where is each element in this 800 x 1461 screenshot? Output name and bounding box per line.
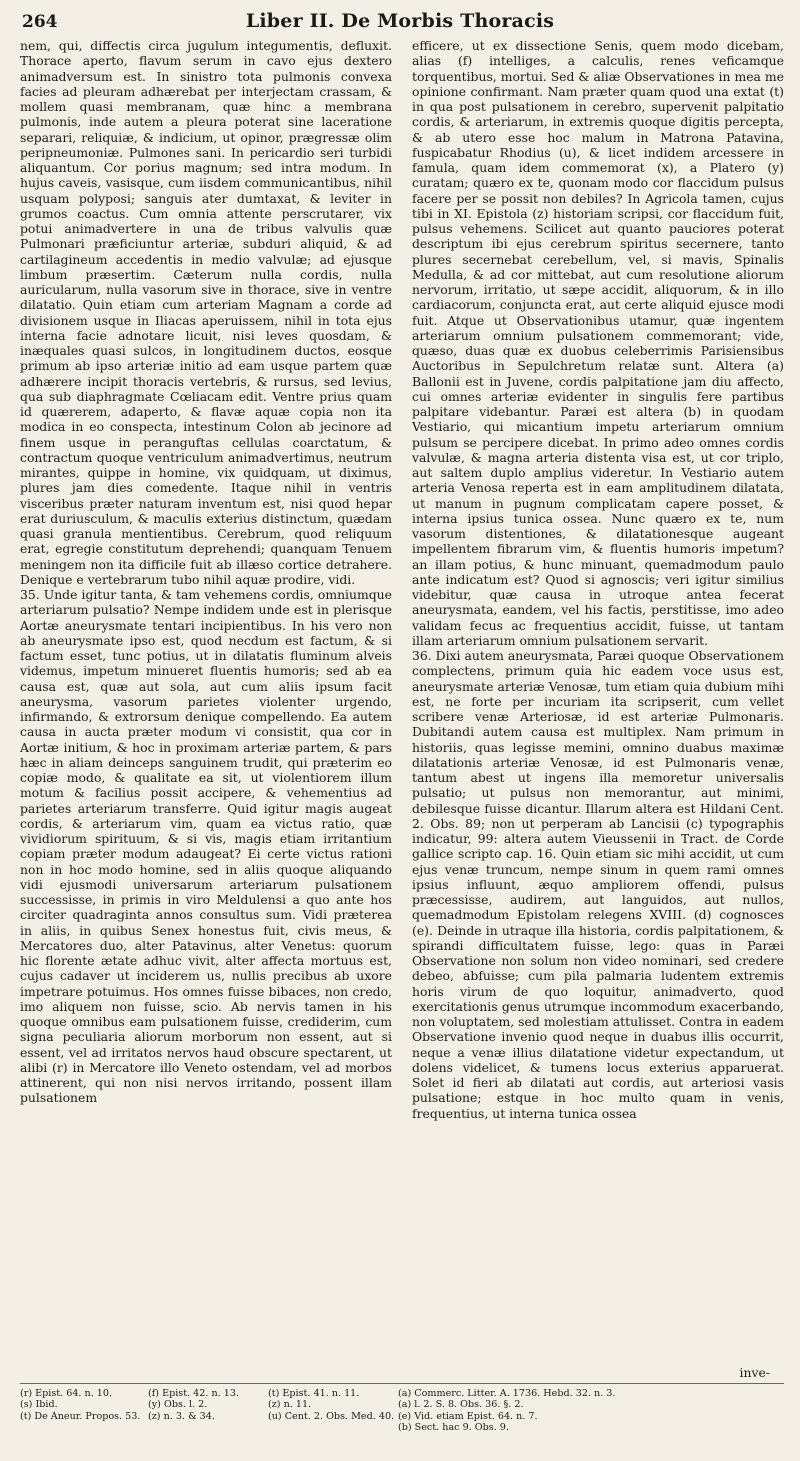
paragraph: 36. Dixi autem aneurysmata, Paræi quoque Observationem complectens, primum quia hic eadem voce usus est, aneurysmate arteriæ Venosæ, tum etiam quia dubium mihi est, ne forte per incuriam ita scripserit, cum vellet scribere venæ Arteriosæ, id est arteriæ Pulmonaris. Dubitandi autem causa est multiplex. Nam primum in historiis, quas legisse memini, omnino duabus maximæ dilatationis arteriæ Venosæ, id est Pulmonaris venæ, tantum abest ut ingens illa memoretur universalis pulsatio; ut pulsus non memorantur, aut minimi, debilesque fuisse dicantur. Illarum altera est Hildani Cent. 2. Obs. 89; non ut perperam ab Lancisii (c) typographis indicatur, 99: altera autem Vieussenii in Tract. de Corde gallice scripto cap. 16. Quin etiam sic mihi accidit, ut cum ejus venæ truncum, nempe sinum in quem rami omnes ipsius influunt, æquo ampliorem offendi, pulsus præcessisse, audirem, aut languidos, aut nullos, quemadmodum Epistolam relegens XVIII. (d) cognosces (e). Deinde in utraque illa historia, cordis palpitationem, & spirandi difficultatem fuisse, lego: quas in Paræi Observatione non solum non video nominari, sed credere debeo, abfuisse; cum pila palmaria ludentem extremis horis virum de quo loquitur, animadverto, quod exercitationis genus utrumque incommodum exacerbando, non voluptatem, sed molestiam attulisset. Contra in eadem Observatione invenio quod neque in duabus illis occurrit, neque a venæ illius dilatatione videtur expectandum, ut dolens videlicet, & tumens locus exterius apparuerat. Solet id fieri ab dilatati aut cordis, aut arteriosi vasis pulsatione; estque in hoc multo quam in venis, frequentius, ut interna tunica ossea (412, 648, 784, 1121)
paragraph: 35. Unde igitur tanta, & tam vehemens cordis, omniumque arteriarum pulsatio? Nempe indidem unde est in plerisque Aortæ aneurysmate tentari incipientibus. In his vero non ab aneurysmate ipso est, quod necdum est factum, & si factum esset, tunc potius, ut in dilatatis fluminum alveis videmus, impetum minueret fluentis humoris; sed ab ea causa est, quæ aut sola, aut cum aliis ipsum facit aneurysma, vasorum parietes violenter urgendo, infirmando, & extrorsum denique compellendo. Ea autem causa in aucta præter modum vi consistit, qua cor in Aortæ initium, & hoc in proximam arteriæ partem, & pars hæc in aliam deinceps sanguinem trudit, qui præterim eo copiæ modo, & qualitate ea sit, ut violentiorem illum motum & facilius possit accipere, & vehementius ad parietes arteriarum transferre. Quid igitur magis augeat cordis, & arteriarum vim, quam ea victus ratio, quæ vividiorum spirituum, & si vis, magis etiam irritantium copiam præter modum adaugeat? Ei certe victus rationi non in hoc modo homine, sed in aliis quoque aliquando vidi ejusmodi universarum arteriarum pulsationem successisse, in primis in viro Meldulensi a quo ante hos circiter quadraginta annos consultus sum. Vidi præterea in aliis, in quibus Senex honestus fuit, civis meus, & Mercatores duo, alter Patavinus, alter Venetus: quorum hic florente ætate adhuc vivit, alter affecta mortuus est, cujus cadaver ut inciderem us, nullis precibus ab uxore impetrare potuimus. Hos omnes fuisse bibaces, non credo, imo aliquem non fuisse, scio. Ab nervis tamen in his quoque omnibus eam pulsationem fuisse, crediderim, cum signa peculiaria aliorum morborum non essent, aut si essent, vel ad irritatos nervos haud obscure spectarent, ut alibi (r) in Mercatore illo Veneto ostendam, vel ad morbos attinerent, qui non nisi nervos irritando, possent illam pulsationem (20, 587, 392, 1106)
footnote: (z) n. 11. (268, 1399, 312, 1411)
footnote: (t) De Aneur. Propos. 53. (20, 1410, 141, 1422)
footnote: (a) Commerc. Litter. A. 1736. Hebd. 32. n. 3. (398, 1388, 616, 1399)
left-column (20, 38, 392, 1380)
page-header (22, 10, 778, 34)
page-number: 264 (22, 12, 58, 32)
running-title: Liber II. De Morbis Thoracis (245, 10, 555, 32)
footnote: (z) n. 3. & 34. (148, 1410, 215, 1422)
footnote: (r) Epist. 64. n. 10. (20, 1388, 113, 1399)
catchword: inve- (739, 1365, 770, 1380)
footnote: (y) Obs. l. 2. (148, 1399, 208, 1411)
footnote: (t) Epist. 41. n. 11. (268, 1388, 360, 1399)
paragraph: efficere, ut ex dissectione Senis, quem modo dicebam, alias (f) intelliges, a calculis, renes veficamque torquentibus, mortui. Sed & aliæ Observationes in mea me opinione confirmant. Nam præter quam quod una extat (t) in qua post pulsationem in cerebro, supervenit palpitatio cordis, & arteriarum, in extremis quoque digitis percepta, & ab utero esse hoc malum in Matrona Patavina, fuspicabatur Rhodius (u), & licet indidem arcessere in famula, quam idem commemorat (x), a Platero (y) curatam; quæro ex te, quonam modo cor flaccidum pulsus facere per se possit non debiles? In Agricola tamen, cujus tibi in XI. Epistola (z) historiam scripsi, cor flaccidum fuit, pulsus vehemens. Scilicet aut quanto pauciores poterat descriptum ibi ejus cerebrum spiritus secernere, tanto plures secernebat cerebellum, vel, si mavis, Spinalis Medulla, & ad cor mittebat, aut cum resolutione aliorum nervorum, irritatio, ut sæpe accidit, aliquorum, & in illo cardiacorum, conjuncta erat, aut certe aliquid ejusce modi fuit. Atque ut Observationibus utamur, quæ ingentem arteriarum omnium pulsationem commemorant; vide, quæso, duas quæ ex duobus celeberrimis Parisiensibus Auctoribus in Sepulchretum relatæ sunt. Altera (a) Ballonii est in Juvene, cordis palpitatione jam diu affecto, cui omnes arteriæ evidenter in singulis fere partibus palpitare videbantur. Paræi est altera (b) in quodam Vestiario, qui micantium impetu arteriarum omnium pulsum se percipere dicebat. In primo adeo omnes cordis valvulæ, & magna arteria distenta visa est, ut cor triplo, aut saltem duplo amplius videretur. In Vestiario autem arteria Venosa reperta est in eam amplitudinem dilatata, ut manum in pugnum complicatam capere posset, & interna ipsius tunica ossea. Nunc quæro ex te, num vasorum distentiones, & dilatationesque augeant impellentem fibrarum vim, & fluentis humoris impetum? an illam potius, & hunc minuant, quemadmodum paulo ante indicatum est? Quod si agnoscis; veri igitur similius videbitur, quæ causa in utroque antea fecerat aneurysmata, eandem, vel his factis, perstitisse, imo adeo validam fecus ac frequentius accidit, fuisse, ut tantam illam arteriarum omnium pulsationem servarit. (412, 38, 784, 648)
footnote: (s) Ibid. (20, 1399, 58, 1411)
footnote: (f) Epist. 42. n. 13. (148, 1388, 240, 1399)
footnote: (u) Cent. 2. Obs. Med. 40. (268, 1410, 395, 1422)
footnote: (e) Vid. etiam Epist. 64. n. 7. (398, 1410, 538, 1422)
footnote: (b) Sect. hac 9. Obs. 9. (398, 1422, 509, 1434)
text-columns (20, 38, 784, 1380)
paragraph: nem, qui, diffectis circa jugulum integumentis, defluxit. Thorace aperto, flavum serum in cavo ejus dextero animadversum est. In sinistro tota pulmonis convexa facies ad pleuram adhærebat per interjectam crassam, & mollem quasi membranam, quæ hinc a membrana pulmonis, inde autem a pleura poterat sine laceratione separari, reliquiæ, & indicium, ut opinor, prægressæ olim peripneumoniæ. Pulmones sani. In pericardio seri turbidi aliquantum. Cor porius magnum; sed intra modum. In hujus caveis, vasisque, cum iisdem communicantibus, nihil usquam polyposi; sanguis ater dumtaxat, & leviter in grumos coactus. Cum omnia attente perscrutarer, vix potui animadvertere in una de tribus valvulis quæ Pulmonari præficiuntur arteriæ, subduri aliquid, & ad cartilagineum accedentis in medio valvulæ; ad ejusque limbum præsertim. Cæterum nulla cordis, nulla auricularum, nulla vasorum sive in thorace, sive in ventre dilatatio. Quin etiam cum arteriam Magnam a corde ad divisionem usque in Iliacas aperuissem, nihil in tota ejus interna facie adnotare licuit, nisi leves quosdam, & inæquales quasi sulcos, in longitudinem ductos, eosque primum ab ipso arteriæ initio ad eam usque partem quæ adhærere incipit thoracis vertebris, & rursus, sed levius, qua sub diaphragmate Cœliacam edit. Ventre prius quam id quærerem, adaperto, & flavæ aquæ copia non ita modica in eo conspecta, intestinum Colon ab jecinore ad finem usque in peranguftas cellulas coarctatum, & contractum quoque ventriculum animadvertimus, neutrum mirantes, quippe in homine, vix quidquam, ut diximus, plures jam dies comedente. Itaque nihil in ventris visceribus præter naturam inventum est, nisi quod hepar erat duriusculum, & maculis exterius distinctum, quædam quasi granula mentientibus. Cerebrum, quod reliquum erat, egregie constitutum deprehendi; quanquam Tenuem meningem non ita difficile fuit ab illæso cortice detrahere. Denique e vertebrarum tubo nihil aquæ prodire, vidi. (20, 38, 392, 587)
footnote: (a) l. 2. S. 8. Obs. 36. §. 2. (398, 1399, 524, 1411)
footnotes (20, 1388, 784, 1434)
footnote-divider (20, 1383, 784, 1384)
right-column (412, 38, 784, 1380)
